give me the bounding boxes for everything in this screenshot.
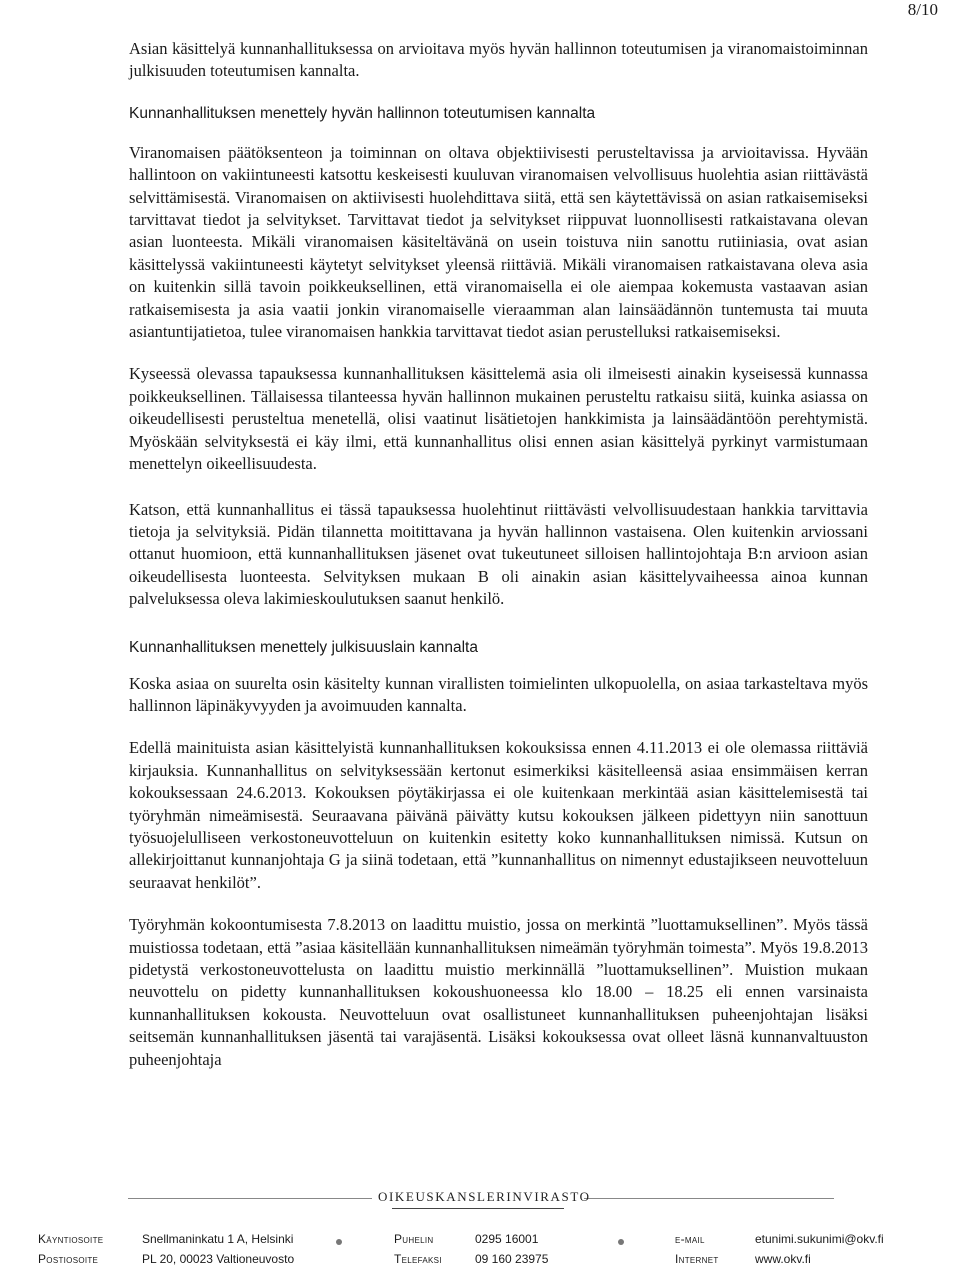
footer-logo — [372, 1189, 591, 1209]
section-heading-good-governance: Kunnanhallituksen menettely hyvän hallinnon toteutumisen kannalta — [129, 104, 596, 122]
email-value[interactable]: etunimi.sukunimi@okv.fi — [755, 1232, 884, 1246]
paragraph-records: Edellä mainituista asian käsittelyistä kunnanhallituksen kokouksissa ennen 4.11.2013 ei ole olemassa riittäviä kirjauksia. Kunnanhallitus on selvityksessään kertonut esimerkiksi käsitelleensä asiaa ensimmäisen kerran kokouksessaan 24.6.2013. Kokouksen pöytäkirjassa ei ole kuitenkaan merkintää asian käsittelemisestä tai työryhmän nimeämisestä. Seuraavana päivänä päivätty kutsu kokouksen jälkeen pidettyyn niin sanottuun työsuojelulliseen verkostoneuvotteluun on kuitenkin esitetty koko kunnanhallituksen nimissä. Kutsun on allekirjoittanut kunnanjohtaja G ja siinä todetaan, että ”kunnanhallitus on nimennyt edustajikseen neuvotteluun seuraavat henkilöt”. — [129, 738, 868, 892]
paragraph-transparency: Koska asiaa on suurelta osin käsitelty kunnan virallisten toimielinten ulkopuolella, on asiaa tarkasteltava myös hallinnon läpinäkyvyyden ja avoimuuden kannalta. — [129, 673, 868, 715]
footer-bullet — [618, 1239, 624, 1245]
paragraph-intro: Asian käsittelyä kunnanhallituksessa on arvioitava myös hyvän hallinnon toteutumisen ja viranomaistoiminnan julkisuuden toteutumisen kannalta. — [129, 39, 868, 81]
fax-label: Telefaksi — [394, 1252, 442, 1266]
email-label: e-mail — [675, 1232, 705, 1246]
phone-value: 0295 16001 — [475, 1232, 539, 1246]
footer-logo-text: OIKEUSKANSLERINVIRASTO — [378, 1189, 591, 1204]
section-heading-publicity-act: Kunnanhallituksen menettely julkisuuslain kannalta — [129, 638, 478, 656]
footer-contact — [38, 1232, 918, 1272]
document-body — [129, 38, 868, 1071]
internet-label: Internet — [675, 1252, 719, 1266]
visiting-address-label: Käyntiosoite — [38, 1232, 104, 1246]
visiting-address-value: Snellmaninkatu 1 A, Helsinki — [142, 1232, 294, 1246]
footer-logo-underline — [392, 1208, 564, 1209]
paragraph-working-group: Työryhmän kokoontumisesta 7.8.2013 on laadittu muistio, jossa on merkintä ”luottamuksellinen”. Myös tässä muistiossa todetaan, että ”asiaa käsitellään kunnanhallituksen nimeämän työryhmän toimesta”. Myös 19.8.2013 pidetystä verkostoneuvottelusta on laadittu muistio merkinnällä ”luottamuksellinen”. Muistion mukaan neuvottelu on pidetty kunnanhallituksen kokoushuoneessa klo 18.00 – 18.25 eli ennen varsinaista kunnanhallituksen kokousta. Neuvotteluun ovat osallistuneet kunnanhallituksen puheenjohtajan lisäksi seitsemän kunnanhallituksen jäsentä tai varajäsentä. Lisäksi kokouksessa ovat olleet läsnä kunnanvaltuuston puheenjohtaja — [129, 915, 868, 1069]
postal-address-value: PL 20, 00023 Valtioneuvosto — [142, 1252, 295, 1266]
internet-value[interactable]: www.okv.fi — [755, 1252, 811, 1266]
paragraph-governance-principles: Viranomaisen päätöksenteon ja toiminnan on oltava objektiivisesti perusteltavissa ja arvioitavissa. Hyvään hallintoon on vakiintuneesti katsottu keskeisesti kuuluvan viranomaisen velvollisuus huolehtia asian riittävästä selvittämisestä. Viranomaisen on aktiivisesti huolehdittava siitä, että sen käytettävissä on asian ratkaisemiseksi tarvittavat tiedot ja selvitykset. Tarvittavat tiedot ja selvitykset riippuvat luonnollisesti ratkaistavana olevan asian luonteesta. Mikäli viranomaisen käsiteltävänä on usein toistuva niin sanottu rutiiniasia, ovat asian käsittelyssä vakiintuneesti käytetyt selvitykset yleensä riittäviä. Mikäli viranomaisen ratkaistavana oleva asia on kuitenkin sillä tavoin poikkeuksellinen, että viranomaisella ei ole aiempaa kokemusta vastaavan asian ratkaisemisesta ja asia vaatii jonkin viranomaiselle vieraamman alan lainsäädännön tuntemusta tai muuta asiantuntijatietoa, tulee viranomaisen hankkia tarvittavat tiedot asian perustelluksi ratkaisemiseksi. — [129, 142, 868, 342]
postal-address-label: Postiosoite — [38, 1252, 99, 1266]
fax-value: 09 160 23975 — [475, 1252, 549, 1266]
paragraph-conclusion: Katson, että kunnanhallitus ei tässä tapauksessa huolehtinut riittävästi velvollisuudestaan hankkia tarvittavia tietoja ja selvityksiä. Pidän tilannetta moitittavana ja hyvän hallinnon vastaisena. Olen kuitenkin arviossani ottanut huomioon, että kunnanhallituksen jäsenet ovat tukeutuneet silloisen hallintojohtaja B:n arvioon asian oikeudellisesta luonteesta. Selvityksen mukaan B oli ainakin asian käsittelyvaiheessa ainoa kunnan palveluksessa oleva lakimieskoulutuksen saanut henkilö. — [129, 499, 868, 609]
page-number: 8/10 — [907, 0, 938, 19]
phone-label: Puhelin — [394, 1232, 434, 1246]
footer-row-2 — [38, 1252, 918, 1272]
footer-bullet — [336, 1239, 342, 1245]
paragraph-case-assessment: Kyseessä olevassa tapauksessa kunnanhallituksen käsittelemä asia oli ilmeisesti ainakin kyseisessä kunnassa poikkeuksellinen. Tällaisessa tilanteessa hyvän hallinnon mukainen perusteltu ratkaisu siitä, kuinka asiassa on oikeudellisesti perusteltua menetellä, olisi vaatinut lisätietojen hankkimista ja lainsäädäntöön perehtymistä. Myöskään selvityksestä ei käy ilmi, että kunnanhallitus olisi ennen asian käsittelyä pyrkinyt varmistumaan menettelyn oikeellisuudesta. — [129, 364, 868, 474]
footer-row-1 — [38, 1232, 918, 1252]
